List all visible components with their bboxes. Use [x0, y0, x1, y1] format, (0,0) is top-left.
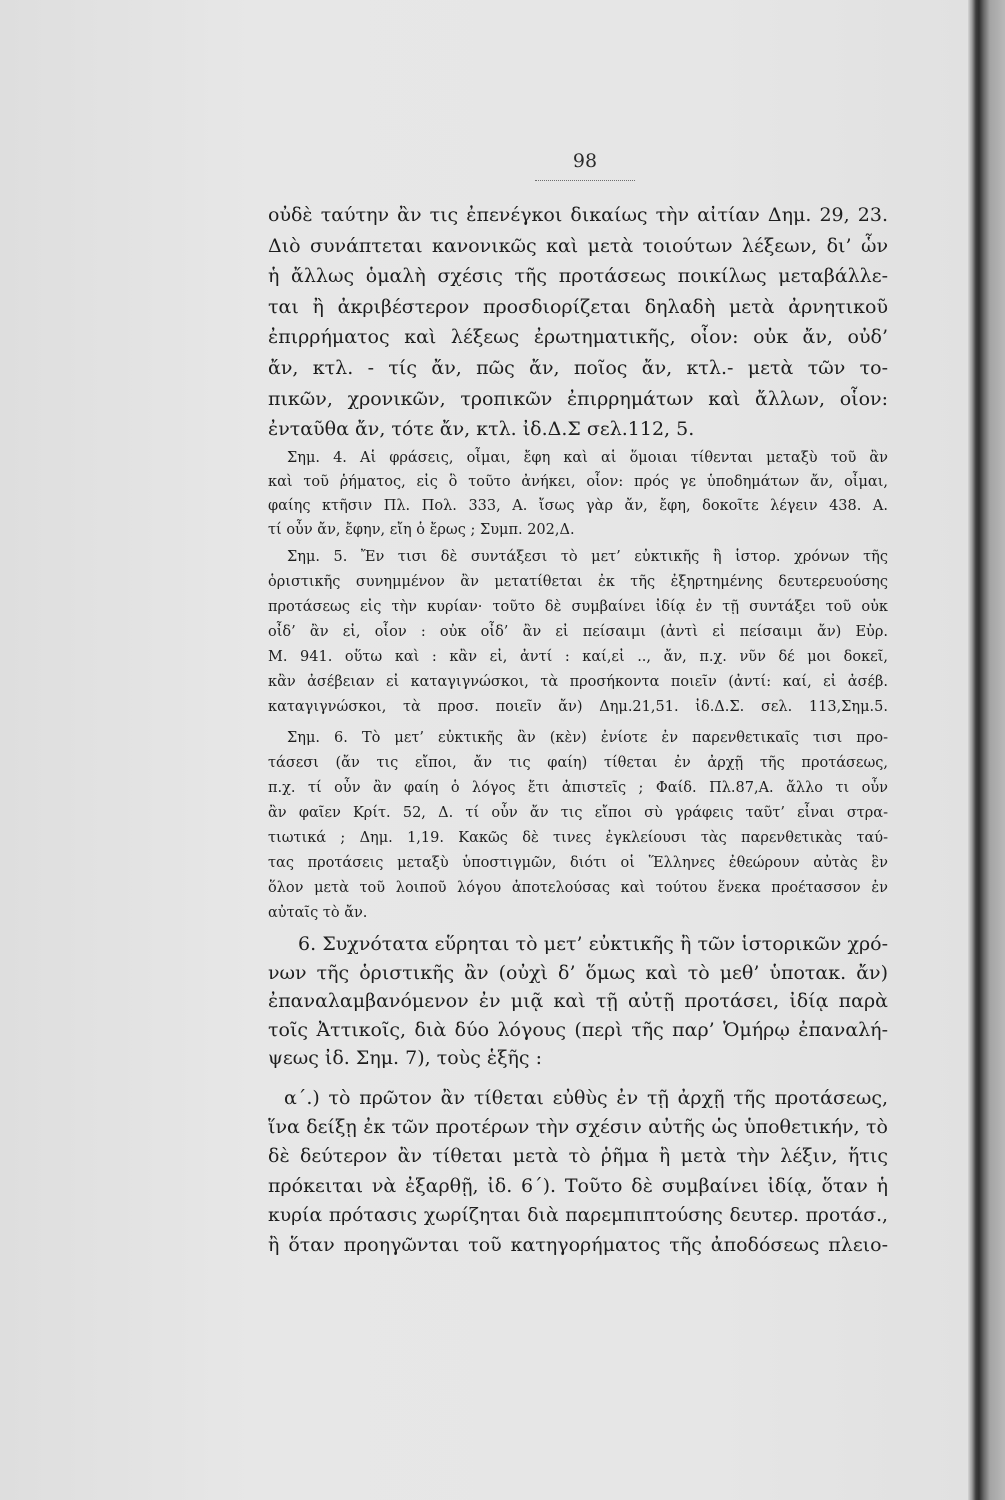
note-line: Σημ. 4. Αἱ φράσεις, οἶμαι, ἔφη καὶ αἱ ὅμοιαι τίθενται μεταξὺ τοῦ ἂν	[287, 450, 888, 466]
note-line: ἂν φαῖεν Κρίτ. 52, Δ. τί οὖν ἄν τις εἴποι σὺ γράφεις ταῦτ’ εἶναι στρα-	[268, 804, 888, 821]
note-line: Σημ. 6. Τὸ μετ’ εὐκτικῆς ἂν (κὲν) ἐνίοτε ἐν παρενθετικαῖς τισι προ-	[287, 729, 888, 746]
text-line: ψεως ἰδ. Σημ. 7), τοὺς ἑξῆς :	[268, 1047, 543, 1069]
text-line: 6. Συχνότατα εὕρηται τὸ μετ’ εὐκτικῆς ἢ τῶν ἱστορικῶν χρό-	[298, 933, 888, 955]
paragraph-6	[268, 930, 888, 1073]
text-line: τοῖς Ἀττικοῖς, διὰ δύο λόγους (περὶ τῆς παρ’ Ὁμήρῳ ἐπαναλή-	[268, 1018, 888, 1041]
note-line: κἂν ἀσέβειαν εἰ καταγιγνώσκοι, τὰ προσήκοντα ποιεῖν (ἀντί: καί, εἰ ἀσέβ.	[268, 673, 888, 690]
text-line: πρόκειται νὰ ἐξαρθῇ, ἰδ. 6΄). Τοῦτο δὲ συμβαίνει ἰδίᾳ, ὅταν ἡ	[268, 1174, 888, 1197]
note-line: τας προτάσεις μεταξὺ ὑποστιγμῶν, διότι οἱ Ἕλληνες ἐθεώρουν αὐτὰς ἓν	[268, 854, 888, 871]
header-dotted-rule	[535, 180, 635, 181]
text-line: ἡ ἄλλως ὁμαλὴ σχέσις τῆς προτάσεως ποικίλως μεταβάλλε-	[268, 265, 888, 288]
note-line: καταγιγνώσκοι, τὰ προσ. ποιεῖν ἄν) Δημ.21,51. ἰδ.Δ.Σ. σελ. 113,Σημ.5.	[268, 698, 888, 715]
scan-edge-shadow	[968, 0, 1005, 1500]
text-line: κυρία πρότασις χωρίζηται διὰ παρεμπιπτούσης δευτερ. προτάσ.,	[268, 1205, 888, 1227]
text-line: πικῶν, χρονικῶν, τροπικῶν ἐπιρρημάτων καὶ ἄλλων, οἷον:	[268, 387, 888, 410]
note-line: ὅλον μετὰ τοῦ λοιποῦ λόγου ἀποτελούσας καὶ τούτου ἕνεκα προέτασσον ἐν	[268, 880, 888, 897]
note-line: τάσεσι (ἄν τις εἴποι, ἄν τις φαίη) τίθεται ἐν ἀρχῇ τῆς προτάσεως,	[268, 754, 888, 771]
main-paragraph	[268, 200, 888, 445]
note-line: φαίης κτῆσιν Πλ. Πολ. 333, Α. ἴσως γὰρ ἄν, ἔφη, δοκοῖτε λέγειν 438. Α.	[268, 498, 888, 514]
note-line: π.χ. τί οὖν ἂν φαίη ὁ λόγος ἔτι ἀπιστεῖς ; Φαίδ. Πλ.87,Α. ἄλλο τι οὖν	[268, 779, 888, 796]
text-line: ἐπαναλαμβανόμενον ἐν μιᾷ καὶ τῇ αὐτῇ προτάσει, ἰδίᾳ παρὰ	[268, 990, 888, 1012]
text-line: ἢ ὅταν προηγῶνται τοῦ κατηγορήματος τῆς ἀποδόσεως πλειο-	[268, 1233, 888, 1256]
subpoint-alpha	[268, 1084, 888, 1260]
note-line: Σημ. 5. Ἔν τισι δὲ συντάξεσι τὸ μετ’ εὐκτικῆς ἢ ἱστορ. χρόνων τῆς	[287, 548, 888, 565]
text-line: οὐδὲ ταύτην ἂν τις ἐπενέγκοι δικαίως τὴν αἰτίαν Δημ. 29, 23.	[268, 204, 888, 226]
text-line: Διὸ συνάπτεται κανονικῶς καὶ μετὰ τοιούτων λέξεων, δι’ ὧν	[268, 234, 888, 257]
note-5	[268, 545, 888, 720]
text-line: ται ἢ ἀκριβέστερον προσδιορίζεται δηλαδὴ μετὰ ἀρνητικοῦ	[268, 295, 888, 318]
text-line: α΄.) τὸ πρῶτον ἂν τίθεται εὐθὺς ἐν τῇ ἀρχῇ τῆς προτάσεως,	[284, 1086, 888, 1109]
text-line: ἄν, κτλ. - τίς ἄν, πῶς ἄν, ποῖος ἄν, κτλ.- μετὰ τῶν το-	[268, 356, 888, 379]
text-line: δὲ δεύτερον ἂν τίθεται μετὰ τὸ ῥῆμα ἢ μετὰ τὴν λέξιν, ἥτις	[268, 1145, 888, 1168]
page-number: 98	[572, 150, 598, 172]
note-line: τί οὖν ἄν, ἔφην, εἴη ὁ ἔρως ; Συμπ. 202,Δ.	[268, 522, 575, 538]
note-line: προτάσεως εἰς τὴν κυρίαν· τοῦτο δὲ συμβαίνει ἰδίᾳ ἐν τῇ συντάξει τοῦ οὐκ	[268, 598, 888, 615]
note-line: ὁριστικῆς συνημμένον ἂν μετατίθεται ἐκ τῆς ἐξηρτημένης δευτερευούσης	[268, 573, 888, 590]
text-line: ἐνταῦθα ἄν, τότε ἄν, κτλ. ἰδ.Δ.Σ σελ.112, 5.	[268, 418, 695, 441]
note-4	[268, 446, 888, 542]
note-line: τιωτικά ; Δημ. 1,19. Κακῶς δὲ τινες ἐγκλείουσι τὰς παρενθετικὰς ταύ-	[268, 829, 888, 846]
note-line: αὐταῖς τὸ ἄν.	[268, 905, 368, 922]
note-6	[268, 726, 888, 927]
note-line: οἶδ’ ἂν εἰ, οἷον : οὐκ οἶδ’ ἂν εἰ πείσαιμι (ἀντὶ εἰ πείσαιμι ἄν) Εὐρ.	[268, 623, 888, 640]
note-line: καὶ τοῦ ῥήματος, εἰς ὃ τοῦτο ἀνήκει, οἷον: πρός γε ὑποδημάτων ἄν, οἶμαι,	[268, 474, 888, 490]
note-line: Μ. 941. οὕτω καὶ : κἂν εἰ, ἀντί : καί,εἰ .., ἄν, π.χ. νῦν δέ μοι δοκεῖ,	[268, 648, 888, 665]
text-line: νων τῆς ὁριστικῆς ἂν (οὐχὶ δ’ ὅμως καὶ τὸ μεθ’ ὑποτακ. ἄν)	[268, 961, 888, 984]
text-line: ἵνα δείξῃ ἐκ τῶν προτέρων τὴν σχέσιν αὐτῆς ὡς ὑποθετικήν, τὸ	[268, 1115, 888, 1138]
text-line: ἐπιρρήματος καὶ λέξεως ἐρωτηματικῆς, οἷον: οὐκ ἄν, οὐδ’	[268, 326, 888, 349]
